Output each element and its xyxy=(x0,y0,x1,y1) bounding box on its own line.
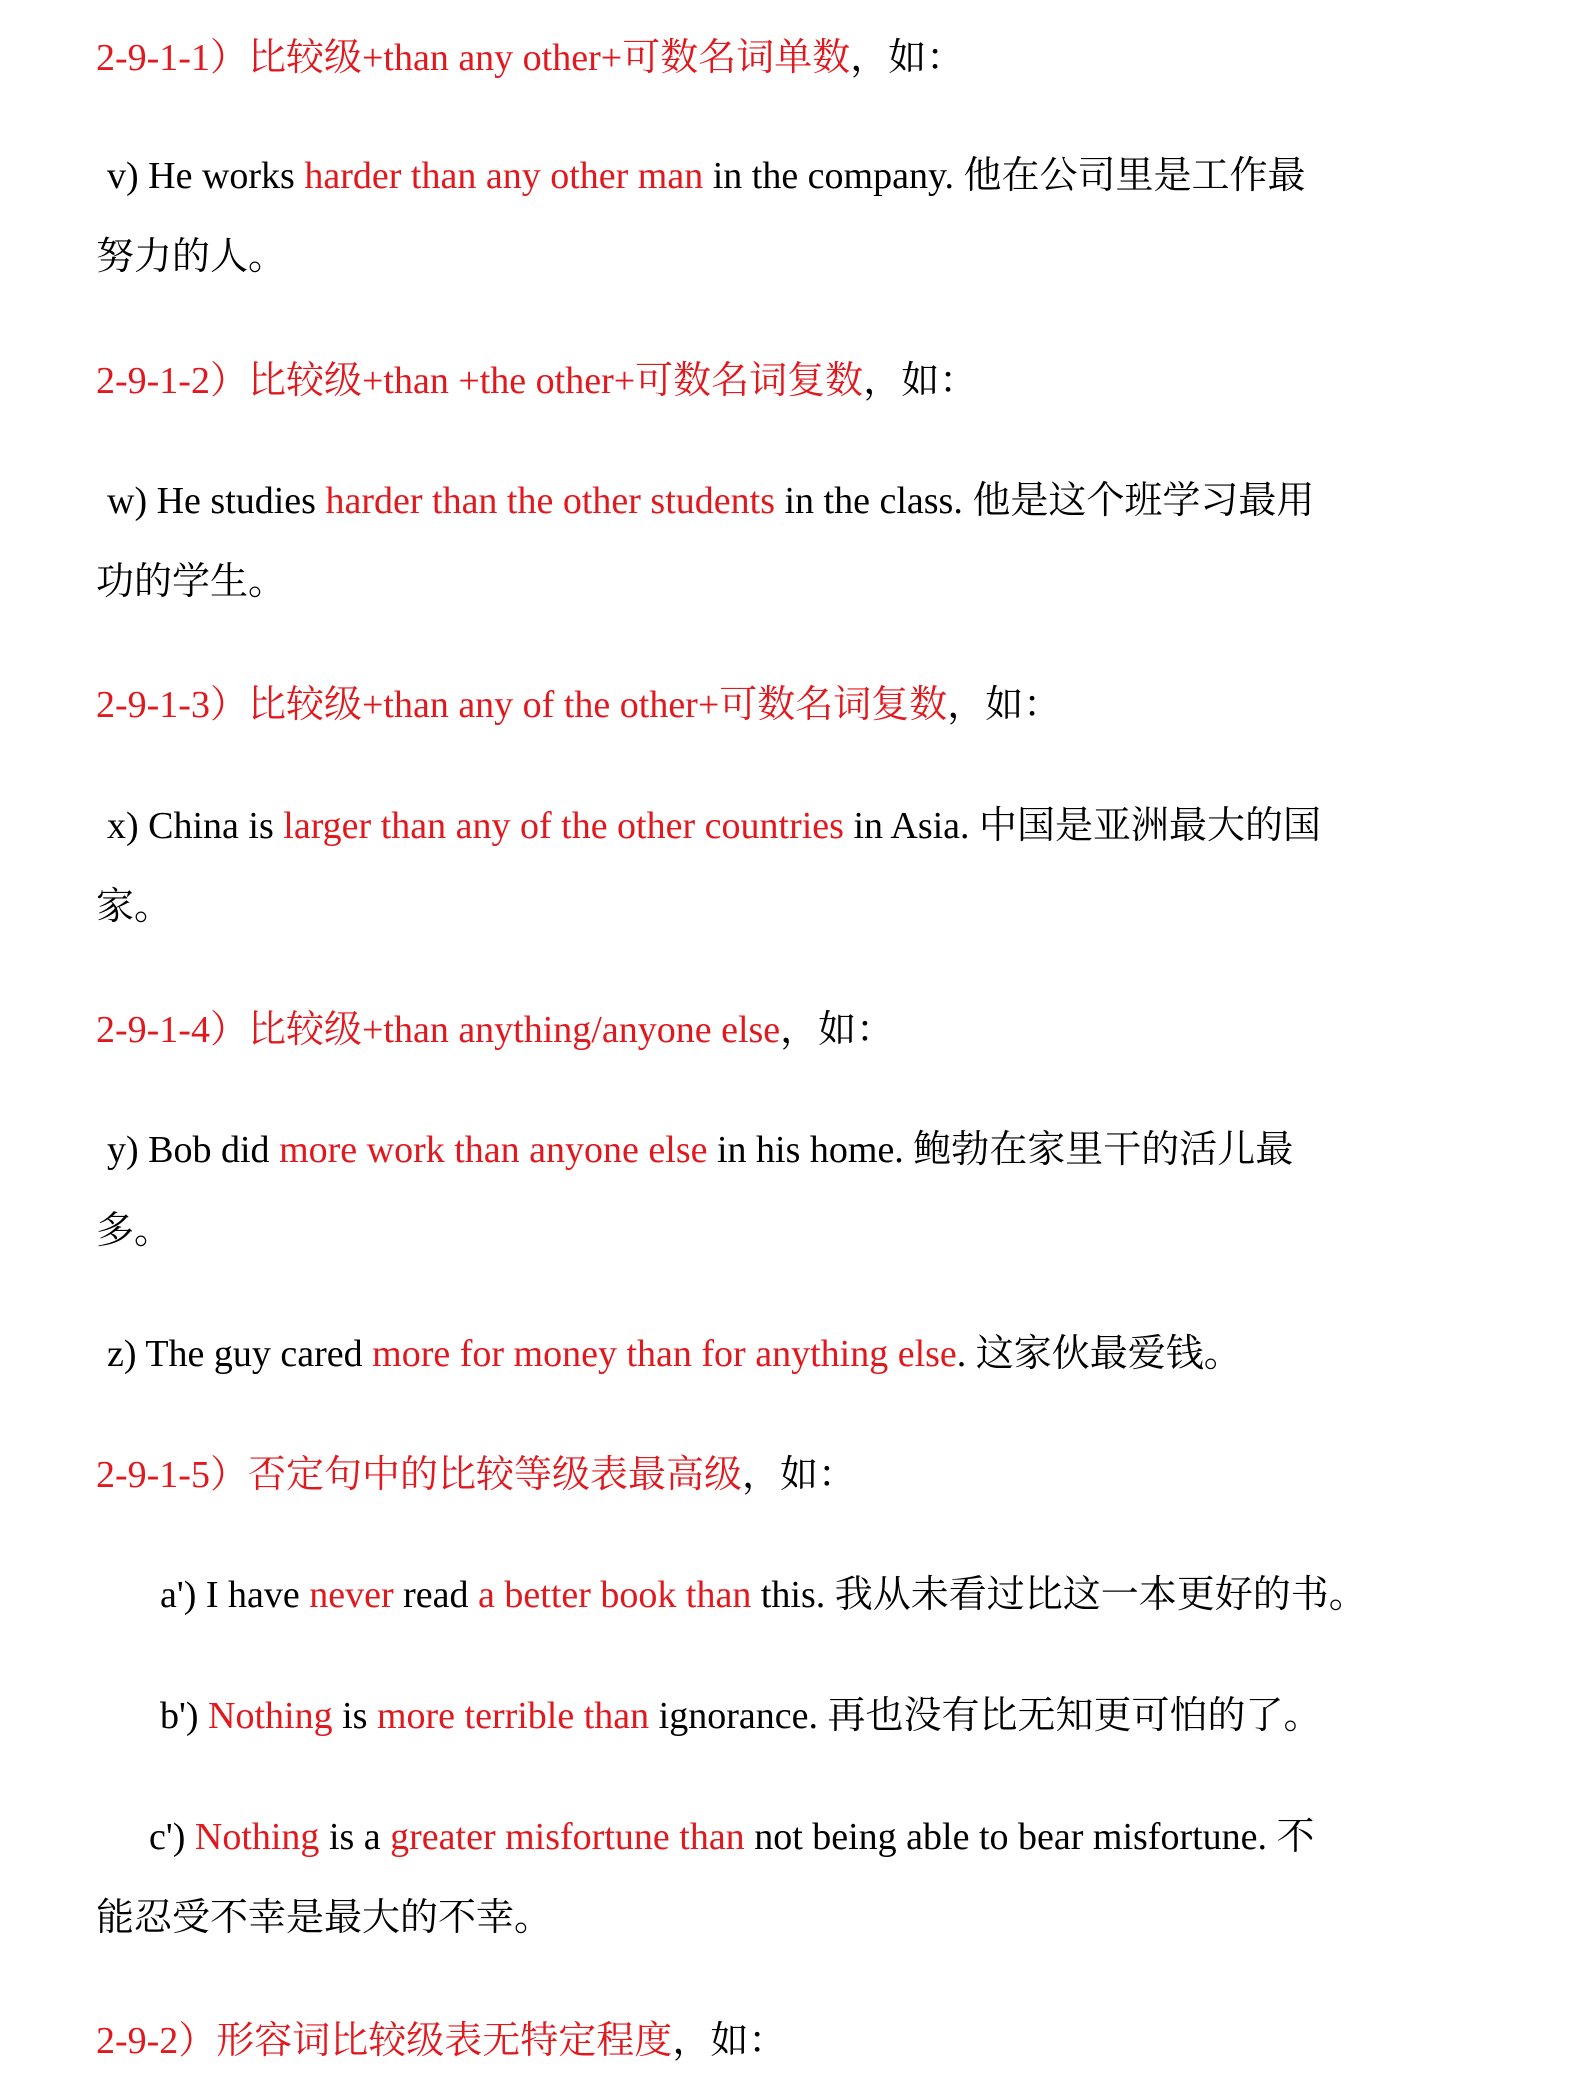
example-highlight: more for money than for anything else xyxy=(372,1333,957,1375)
example-highlight: a better book than xyxy=(478,1574,752,1616)
heading-2-9-1-2 xyxy=(96,356,977,406)
example-highlight: harder than the other students xyxy=(325,480,775,522)
example-b-prime xyxy=(160,1691,1321,1741)
heading-2-9-1-3 xyxy=(96,680,1061,730)
example-highlight: larger than any of the other countries xyxy=(283,805,844,847)
example-highlight: greater misfortune than xyxy=(390,1816,745,1858)
example-text: w) He studies xyxy=(107,480,326,522)
example-text: x) China is xyxy=(107,805,284,847)
example-text: b') xyxy=(160,1695,209,1737)
example-text: this. 我从未看过比这一本更好的书。 xyxy=(751,1574,1367,1616)
heading-2-9-1-4 xyxy=(96,1005,894,1055)
heading-tail: ，如： xyxy=(780,1009,895,1051)
example-highlight: Nothing xyxy=(194,1816,320,1858)
example-text: in the company. 他在公司里是工作最 xyxy=(703,155,1306,197)
example-text: . 这家伙最爱钱。 xyxy=(956,1333,1242,1375)
example-highlight: more terrible than xyxy=(376,1695,650,1737)
heading-label: 2-9-1-5）否定句中的比较等级表最高级 xyxy=(96,1454,742,1496)
heading-tail: ，如： xyxy=(947,684,1062,726)
example-text: in his home. 鲍勃在家里干的活儿最 xyxy=(707,1129,1294,1171)
heading-2-9-1-5 xyxy=(96,1450,856,1500)
example-z xyxy=(107,1329,1242,1379)
example-highlight: harder than any other man xyxy=(304,155,704,197)
heading-tail: ，如： xyxy=(863,360,978,402)
example-a-prime xyxy=(160,1570,1367,1620)
example-text: in Asia. 中国是亚洲最大的国 xyxy=(843,805,1322,847)
example-c-prime xyxy=(149,1812,1315,1862)
heading-tail: ，如： xyxy=(672,2020,787,2062)
example-v-continuation: 努力的人。 xyxy=(96,236,287,278)
example-text: ignorance. 再也没有比无知更可怕的了。 xyxy=(649,1695,1322,1737)
example-c-prime-continuation: 能忍受不幸是最大的不幸。 xyxy=(96,1897,553,1939)
example-x-continuation: 家。 xyxy=(96,886,173,928)
example-text: is a xyxy=(319,1816,391,1858)
example-highlight: more work than anyone else xyxy=(279,1129,708,1171)
heading-tail: ，如： xyxy=(850,37,965,79)
example-text: y) Bob did xyxy=(107,1129,280,1171)
example-w-continuation: 功的学生。 xyxy=(96,561,287,603)
example-text: a') I have xyxy=(160,1574,310,1616)
heading-label: 2-9-1-3）比较级+than any of the other+可数名词复数 xyxy=(96,684,948,726)
example-w xyxy=(107,476,1314,526)
heading-2-9-2 xyxy=(96,2016,786,2066)
heading-2-9-1-1 xyxy=(96,33,964,83)
example-text: read xyxy=(393,1574,479,1616)
heading-label: 2-9-2）形容词比较级表无特定程度 xyxy=(96,2020,673,2062)
heading-label: 2-9-1-4）比较级+than anything/anyone else xyxy=(96,1009,781,1051)
example-x xyxy=(107,801,1321,851)
example-y xyxy=(107,1125,1293,1175)
example-highlight: Nothing xyxy=(208,1695,333,1737)
example-text: is xyxy=(332,1695,377,1737)
heading-label: 2-9-1-1）比较级+than any other+可数名词单数 xyxy=(96,37,851,79)
example-text: c') xyxy=(149,1816,195,1858)
example-text: in the class. 他是这个班学习最用 xyxy=(775,480,1315,522)
heading-tail: ，如： xyxy=(741,1454,856,1496)
example-highlight: never xyxy=(309,1574,394,1616)
example-text: z) The guy cared xyxy=(107,1333,373,1375)
heading-label: 2-9-1-2）比较级+than +the other+可数名词复数 xyxy=(96,360,864,402)
example-v xyxy=(107,151,1306,201)
example-text: not being able to bear misfortune. 不 xyxy=(744,1816,1315,1858)
example-text: v) He works xyxy=(107,155,305,197)
example-y-continuation: 多。 xyxy=(96,1210,173,1252)
